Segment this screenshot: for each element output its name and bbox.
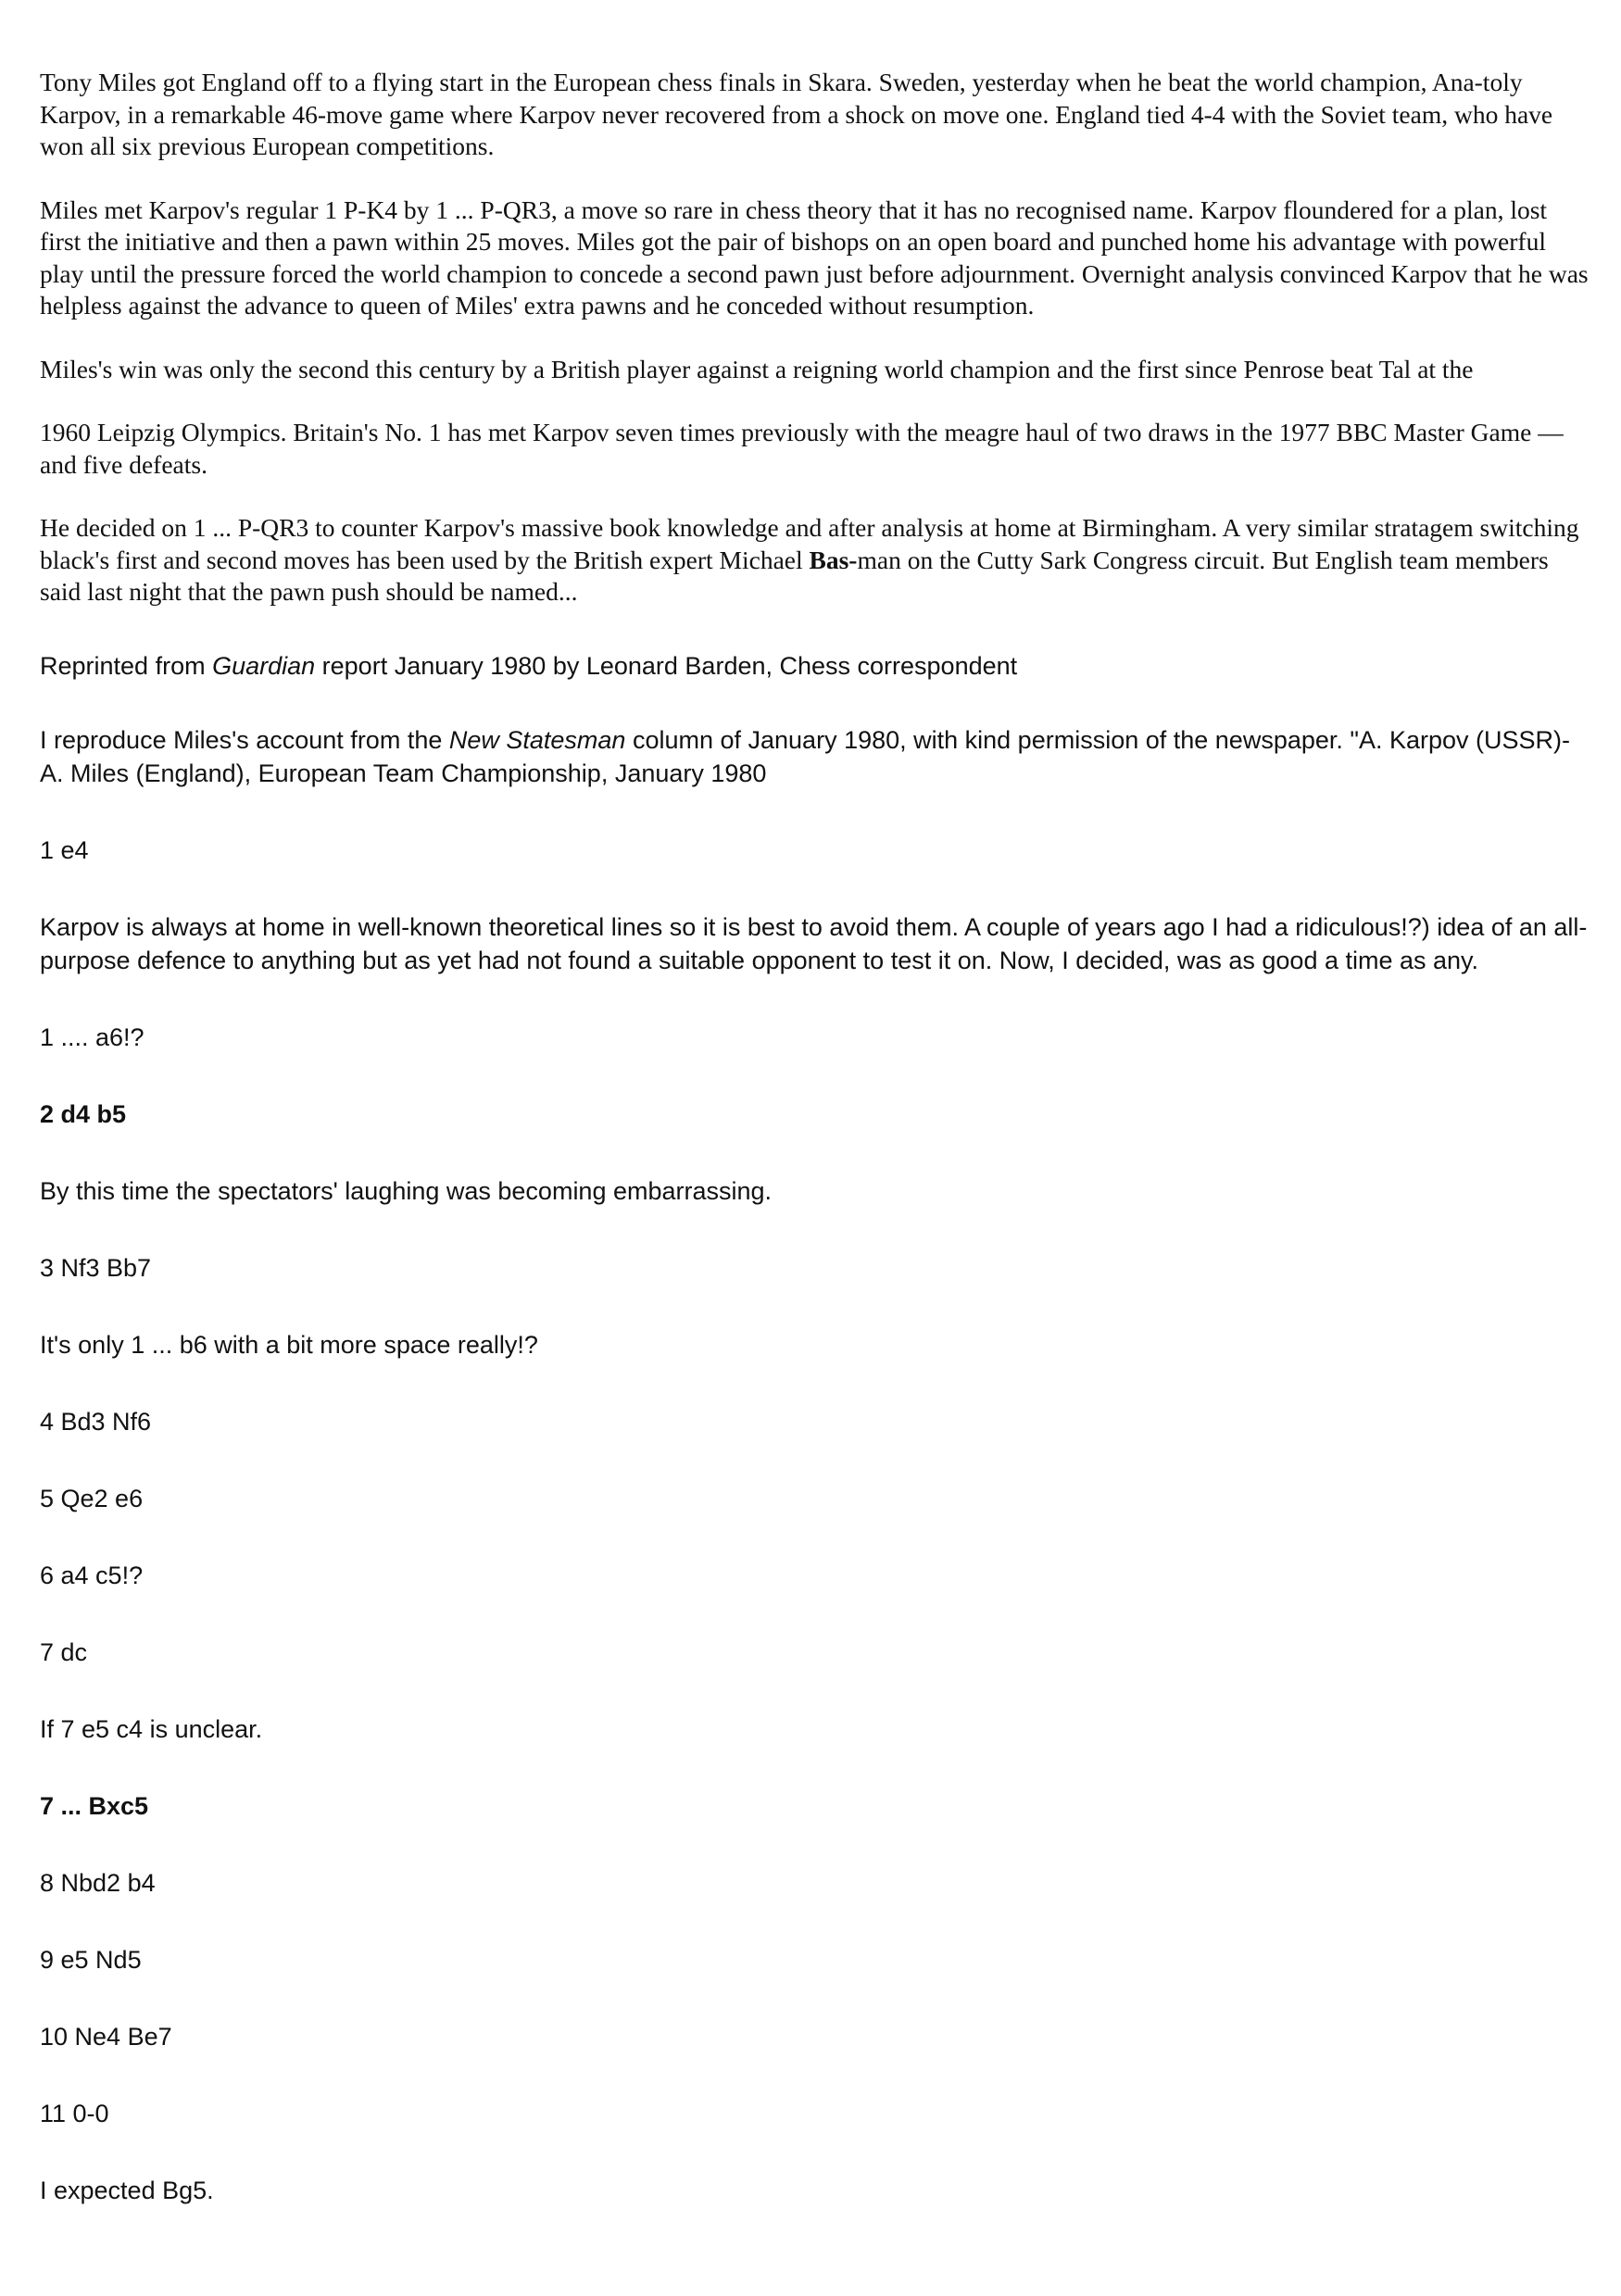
report-paragraph-5-bold: Bas-: [809, 545, 858, 574]
game-line: 4 Bd3 Nf6: [40, 1407, 152, 1436]
game-line: I expected Bg5.: [40, 2176, 214, 2204]
game-line: It's only 1 ... b6 with a bit more space really!?: [40, 1330, 538, 1359]
report-paragraph-1: Tony Miles got England off to a flying start in the European chess finals in Skara. Sweden, yesterday when he beat the world champion, Ana-toly Karpov, in a remarkable 46-move game where Karpov never recovered from a shock on move one. England tied 4-4 with the Soviet team, who have won all six previous European competitions.: [40, 68, 1553, 160]
report-paragraph-2: Miles met Karpov's regular 1 P-K4 by 1 ... P-QR3, a move so rare in chess theory that it has no recognised name. Karpov floundered for a plan, lost first the initiative and then a pawn within 25 moves. Miles got the pair of bishops on an open board and punched home his advantage with powerful play until the pressure forced the world champion to concede a second pawn just before adjournment. Overnight analysis convinced Karpov that he was helpless against the advance to queen of Miles' extra pawns and he conceded without resumption.: [40, 194, 1589, 320]
game-line: 7 ... Bxc5: [40, 1791, 149, 1820]
report-paragraph-5-end: man on the Cutty Sark Congress circuit. But English team members said last night that the pawn push should be named...: [40, 545, 1549, 606]
game-line: 1 e4: [40, 835, 89, 864]
game-line: 1 .... a6!?: [40, 1023, 145, 1051]
guardian-credit: [40, 649, 1589, 683]
game-line: 8 Nbd2 b4: [40, 1868, 156, 1897]
intro-prefix: I reproduce Miles's account from the: [40, 725, 449, 754]
credit-prefix: Reprinted from: [40, 651, 213, 680]
report-paragraph-5-start: He decided on 1 ... P-QR3 to counter Karpov's massive book knowledge and after analysis at home at Birmingham. A very similar stratagem switching black's first and second moves has been used by the British expert Michael: [40, 513, 1579, 574]
credit-paper: Guardian: [212, 651, 316, 680]
game-line: 9 e5 Nd5: [40, 1945, 142, 1974]
report-paragraph-3: Miles's win was only the second this century by a British player against a reigning world champion and the first since Penrose beat Tal at the: [40, 354, 1474, 383]
intro-suffix: column of January 1980, with kind permission of the newspaper. "A. Karpov (USSR)-A. Miles (England), European Team Championship, January 1980: [40, 725, 1571, 787]
game-line: 6 a4 c5!?: [40, 1561, 144, 1589]
report-paragraph-4: 1960 Leipzig Olympics. Britain's No. 1 has met Karpov seven times previously with the meagre haul of two draws in the 1977 BBC Master Game — and five defeats.: [40, 418, 1564, 479]
game-line: Karpov is always at home in well-known theoretical lines so it is best to avoid them. A couple of years ago I had a ridiculous!?) idea of an all-purpose defence to anything but as yet had not found a suitable opponent to test it on. Now, I decided, was as good a time as any.: [40, 912, 1588, 974]
game-annotation-list: [40, 834, 1589, 2207]
game-line: 2 d4 b5: [40, 1099, 127, 1128]
game-line: 10 Ne4 Be7: [40, 2022, 172, 2051]
report-paragraph-5: [40, 512, 1589, 609]
game-line: 3 Nf3 Bb7: [40, 1253, 152, 1282]
game-line: 7 dc: [40, 1637, 88, 1666]
credit-suffix: report January 1980 by Leonard Barden, Chess correspondent: [315, 651, 1018, 680]
intro-paper: New Statesman: [448, 725, 626, 754]
game-line: 5 Qe2 e6: [40, 1484, 144, 1512]
document-page: [40, 67, 1589, 2207]
new-statesman-intro: [40, 723, 1589, 790]
game-line: If 7 e5 c4 is unclear.: [40, 1714, 263, 1743]
game-line: 11 0-0: [40, 2099, 109, 2127]
game-line: By this time the spectators' laughing was becoming embarrassing.: [40, 1176, 773, 1205]
